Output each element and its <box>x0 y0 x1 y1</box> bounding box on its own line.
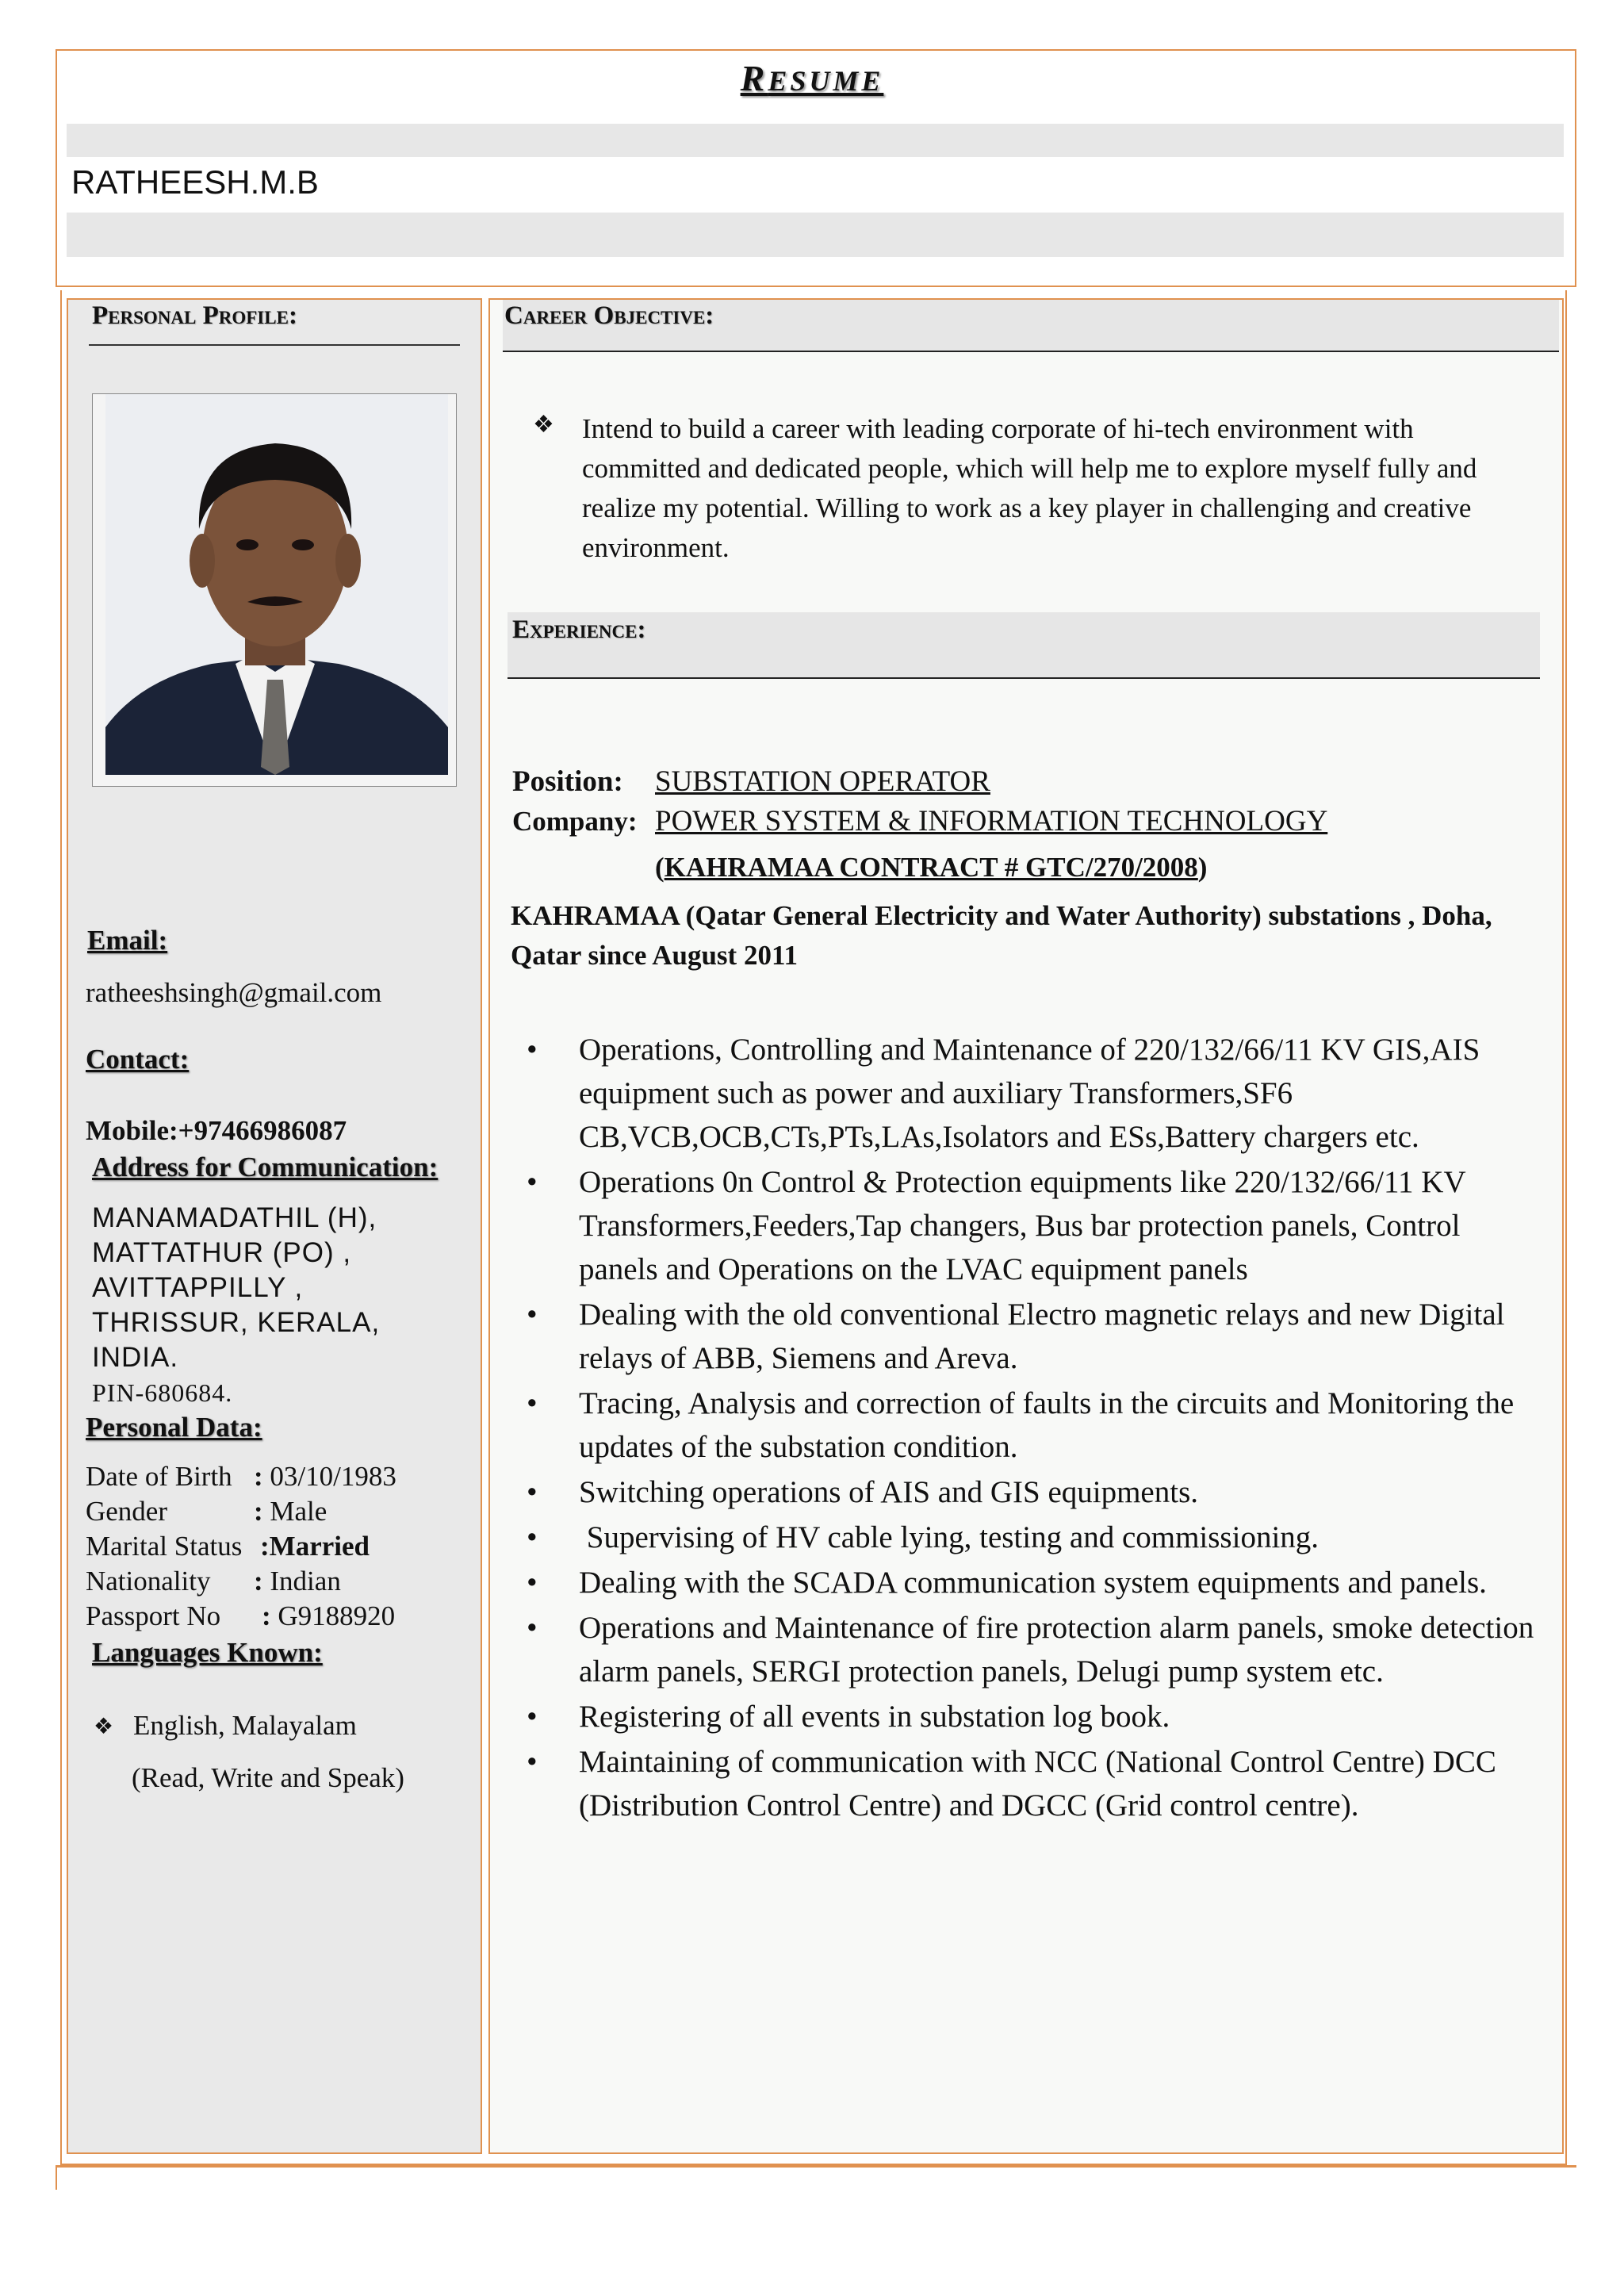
list-item: • Operations, Controlling and Maintenance of 220/132/66/11 KV GIS,AIS equipment such as power and auxiliary Transformers,SF6 CB,VCB,OCB,CTs,PTs,LAs,Isolators and ESs,Battery chargers etc. <box>579 1028 1546 1159</box>
address-block <box>92 1201 380 1410</box>
experience-heading: Experience: <box>512 615 646 644</box>
header-band-top <box>67 124 1564 157</box>
list-item: • Registering of all events in substation log book. <box>579 1695 1546 1738</box>
bullet-icon: • <box>527 1033 538 1067</box>
experience-band <box>508 612 1540 679</box>
personal-data-row: Gender : Male <box>86 1494 396 1529</box>
list-item: • Operations 0n Control & Protection equipments like 220/132/66/11 KV Transformers,Feeders,Tap changers, Bus bar protection panels, Control panels and Operations on the LVAC equipment panels <box>579 1160 1546 1291</box>
languages-note: (Read, Write and Speak) <box>132 1762 404 1793</box>
pd-label: Passport No <box>86 1600 221 1631</box>
pd-label: Nationality <box>86 1566 211 1596</box>
address-line: MANAMADATHIL (H), <box>92 1202 377 1233</box>
bullet-icon: • <box>527 1386 538 1420</box>
list-item: • Dealing with the SCADA communication system equipments and panels. <box>579 1561 1546 1604</box>
pd-label: Date of Birth <box>86 1461 232 1492</box>
position-label: Position: <box>512 765 623 798</box>
personal-data-row: Passport No : G9188920 <box>86 1599 396 1634</box>
personal-data-table <box>86 1459 396 1634</box>
contract-line: (KAHRAMAA CONTRACT # GTC/270/2008) <box>655 852 1208 883</box>
resume-title: RESUME <box>740 58 884 98</box>
pd-value: 03/10/1983 <box>270 1461 396 1492</box>
pd-value: Indian <box>270 1566 341 1596</box>
employer-location: KAHRAMAA (Qatar General Electricity and Water Authority) substations , Doha, Qatar since August 2011 <box>511 900 1492 971</box>
personal-data-row: Marital Status :Married <box>86 1529 396 1564</box>
pd-value: Male <box>270 1496 327 1527</box>
bullet-icon: • <box>527 1611 538 1645</box>
company-label: Company: <box>512 806 638 837</box>
header-band-bottom <box>67 213 1564 257</box>
address-line: INDIA. <box>92 1342 179 1373</box>
list-item: • Dealing with the old conventional Electro magnetic relays and new Digital relays of ABB, Siemens and Areva. <box>579 1293 1546 1380</box>
pd-label: Marital Status <box>86 1531 243 1562</box>
diamond-bullet-icon: ❖ <box>94 1715 114 1739</box>
pd-value: G9188920 <box>278 1600 396 1631</box>
pd-value: Married <box>269 1531 370 1562</box>
personal-data-row: Date of Birth : 03/10/1983 <box>86 1459 396 1494</box>
contract-value: KAHRAMAA CONTRACT # GTC/270/2008 <box>664 852 1198 883</box>
contact-heading: Contact: <box>86 1044 190 1075</box>
mobile-value: Mobile:+97466986087 <box>86 1115 347 1146</box>
personal-data-row: Nationality : Indian <box>86 1564 396 1599</box>
list-item: • Tracing, Analysis and correction of faults in the circuits and Monitoring the updates of the substation condition. <box>579 1382 1546 1469</box>
personal-profile-heading: Personal Profile: <box>92 301 297 330</box>
career-objective-text: Intend to build a career with leading corporate of hi-tech environment with committed and dedicated people, which will help me to explore myself fully and realize my potential. Willing to work as a key player in challenging and creative environment. <box>582 413 1477 563</box>
career-objective-heading: Career Objective: <box>504 301 714 330</box>
list-item: • Operations and Maintenance of fire protection alarm panels, smoke detection alarm panels, SERGI protection panels, Delugi pump system etc. <box>579 1606 1546 1693</box>
languages-heading: Languages Known: <box>92 1637 323 1668</box>
profile-photo-image <box>93 394 456 786</box>
languages-value: English, Malayalam <box>133 1710 357 1741</box>
company-value: POWER SYSTEM & INFORMATION TECHNOLOGY <box>655 805 1328 838</box>
list-item: • Supervising of HV cable lying, testing and commissioning. <box>579 1516 1546 1559</box>
profile-photo <box>92 393 457 787</box>
bullet-icon: • <box>527 1745 538 1779</box>
address-line: MATTATHUR (PO) , <box>92 1237 352 1268</box>
personal-data-heading: Personal Data: <box>86 1412 262 1443</box>
address-line: AVITTAPPILLY , <box>92 1272 304 1303</box>
bottom-rule <box>56 2165 1576 2168</box>
address-line: THRISSUR, KERALA, <box>92 1307 381 1338</box>
bullet-icon: • <box>527 1700 538 1734</box>
candidate-name: RATHEESH.M.B <box>71 163 319 201</box>
list-item: • Maintaining of communication with NCC (National Control Centre) DCC (Distribution Control Centre) and DGCC (Grid control centre). <box>579 1740 1546 1827</box>
list-item: • Switching operations of AIS and GIS equipments. <box>579 1470 1546 1514</box>
email-heading: Email: <box>87 925 168 956</box>
address-heading: Address for Communication: <box>92 1152 439 1182</box>
pin-code: PIN-680684. <box>92 1378 233 1407</box>
bullet-icon: • <box>527 1297 538 1332</box>
pd-label: Gender <box>86 1496 168 1527</box>
bullet-icon: • <box>527 1165 538 1199</box>
diamond-bullet-icon: ❖ <box>533 412 554 438</box>
bottom-left-tick <box>56 2168 57 2190</box>
duties-list <box>527 1028 1546 1829</box>
bullet-icon: • <box>527 1520 538 1554</box>
personal-profile-rule <box>89 344 460 346</box>
email-value[interactable]: ratheeshsingh@gmail.com <box>86 977 382 1008</box>
bullet-icon: • <box>527 1475 538 1509</box>
bullet-icon: • <box>527 1566 538 1600</box>
position-value: SUBSTATION OPERATOR <box>655 765 990 798</box>
